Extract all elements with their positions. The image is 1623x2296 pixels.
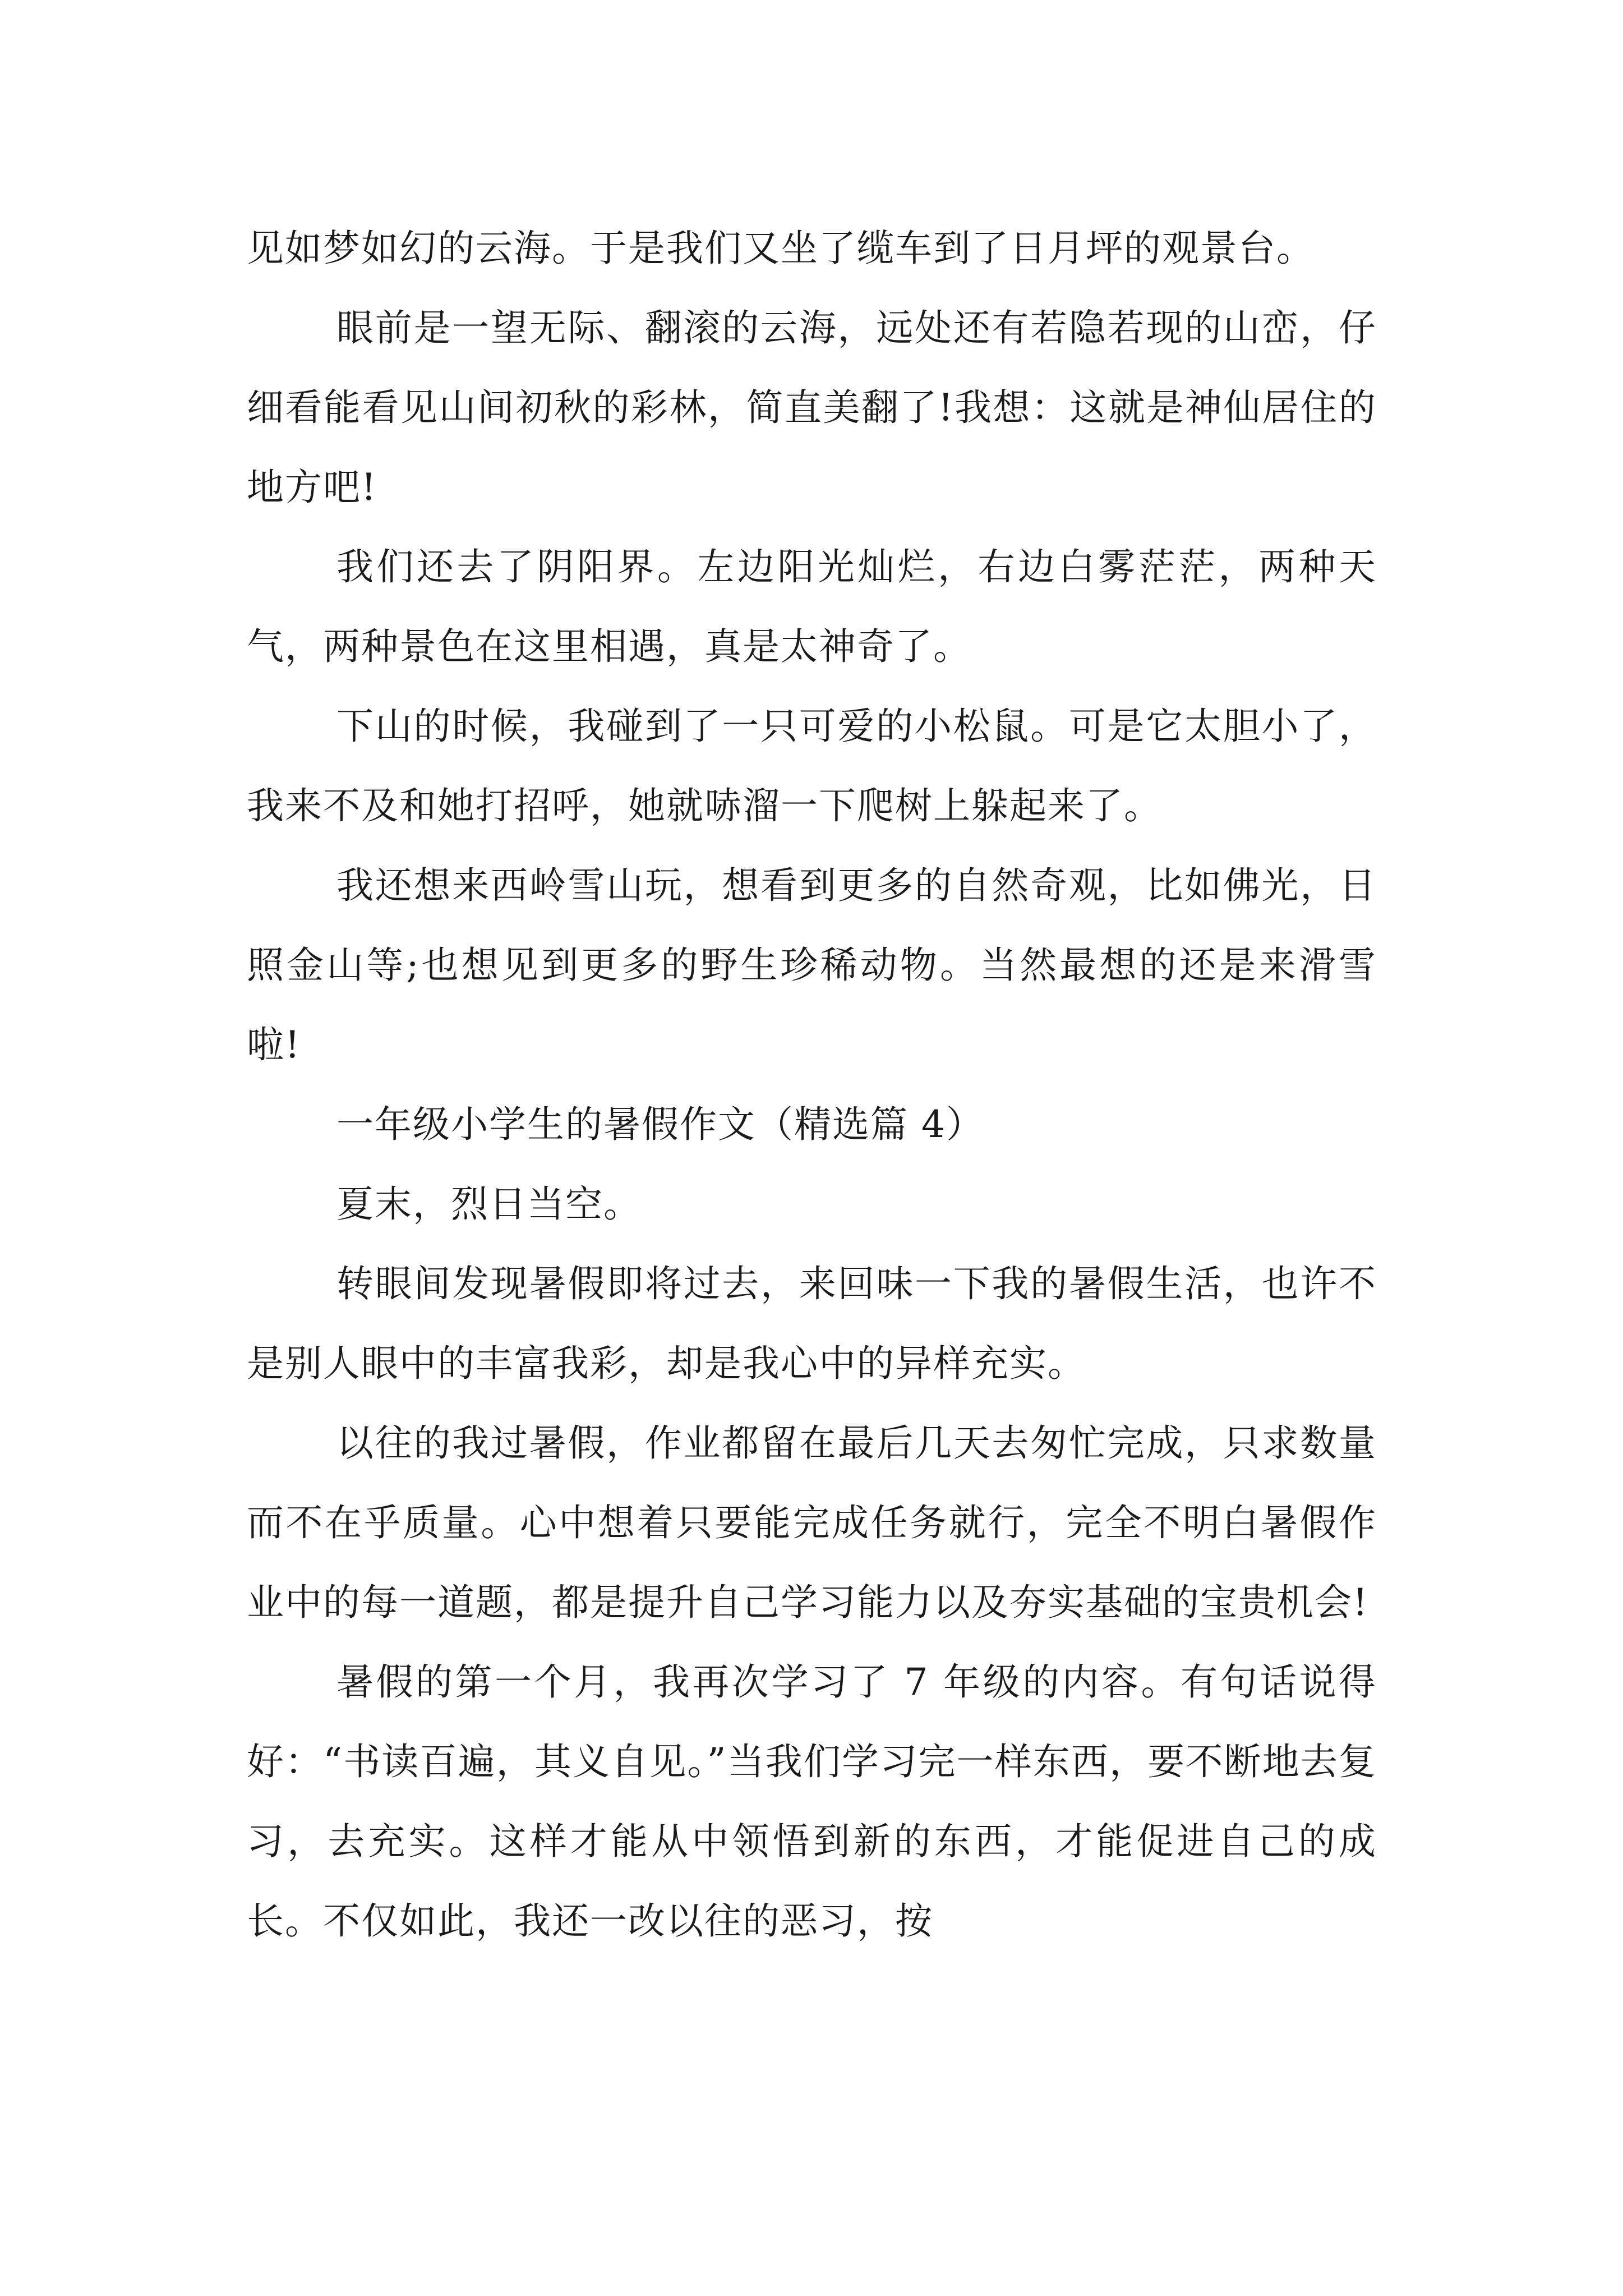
paragraph-7: 夏末，烈日当空。: [336, 1182, 642, 1226]
paragraph-10: 暑假的第一个月，我再次学习了 7 年级的内容。有句话说得好：“书读百遍，其义自见。”当我们学习完一样东西，要不断地去复习，去充实。这样才能从中领悟到新的东西，才能促进自己的成长。不仅如此，我还一改以往的恶习，按: [247, 1660, 1377, 1943]
paragraph-9: 以往的我过暑假，作业都留在最后几天去匆忙完成，只求数量而不在乎质量。心中想着只要能完成任务就行，完全不明白暑假作业中的每一道题，都是提升自己学习能力以及夯实基础的宝贵机会!: [247, 1421, 1377, 1624]
paragraph-5: 我还想来西岭雪山玩，想看到更多的自然奇观，比如佛光，日照金山等;也想见到更多的野生珍稀动物。当然最想的还是来滑雪啦!: [247, 864, 1377, 1066]
document-body: [247, 209, 1377, 1961]
paragraph-3: 我们还去了阴阳界。左边阳光灿烂，右边白雾茫茫，两种天气，两种景色在这里相遇，真是太神奇了。: [247, 545, 1377, 668]
paragraph-4: 下山的时候，我碰到了一只可爱的小松鼠。可是它太胆小了，我来不及和她打招呼，她就哧溜一下爬树上躲起来了。: [247, 705, 1377, 827]
paragraph-8: 转眼间发现暑假即将过去，来回味一下我的暑假生活，也许不是别人眼中的丰富我彩，却是我心中的异样充实。: [247, 1262, 1377, 1385]
section-heading: 一年级小学生的暑假作文（精选篇 4）: [336, 1103, 984, 1146]
paragraph-1: 见如梦如幻的云海。于是我们又坐了缆车到了日月坪的观景台。: [247, 227, 1315, 270]
paragraph-2: 眼前是一望无际、翻滚的云海，远处还有若隐若现的山峦，仔细看能看见山间初秋的彩林，简直美翻了!我想：这就是神仙居住的地方吧!: [247, 306, 1377, 509]
